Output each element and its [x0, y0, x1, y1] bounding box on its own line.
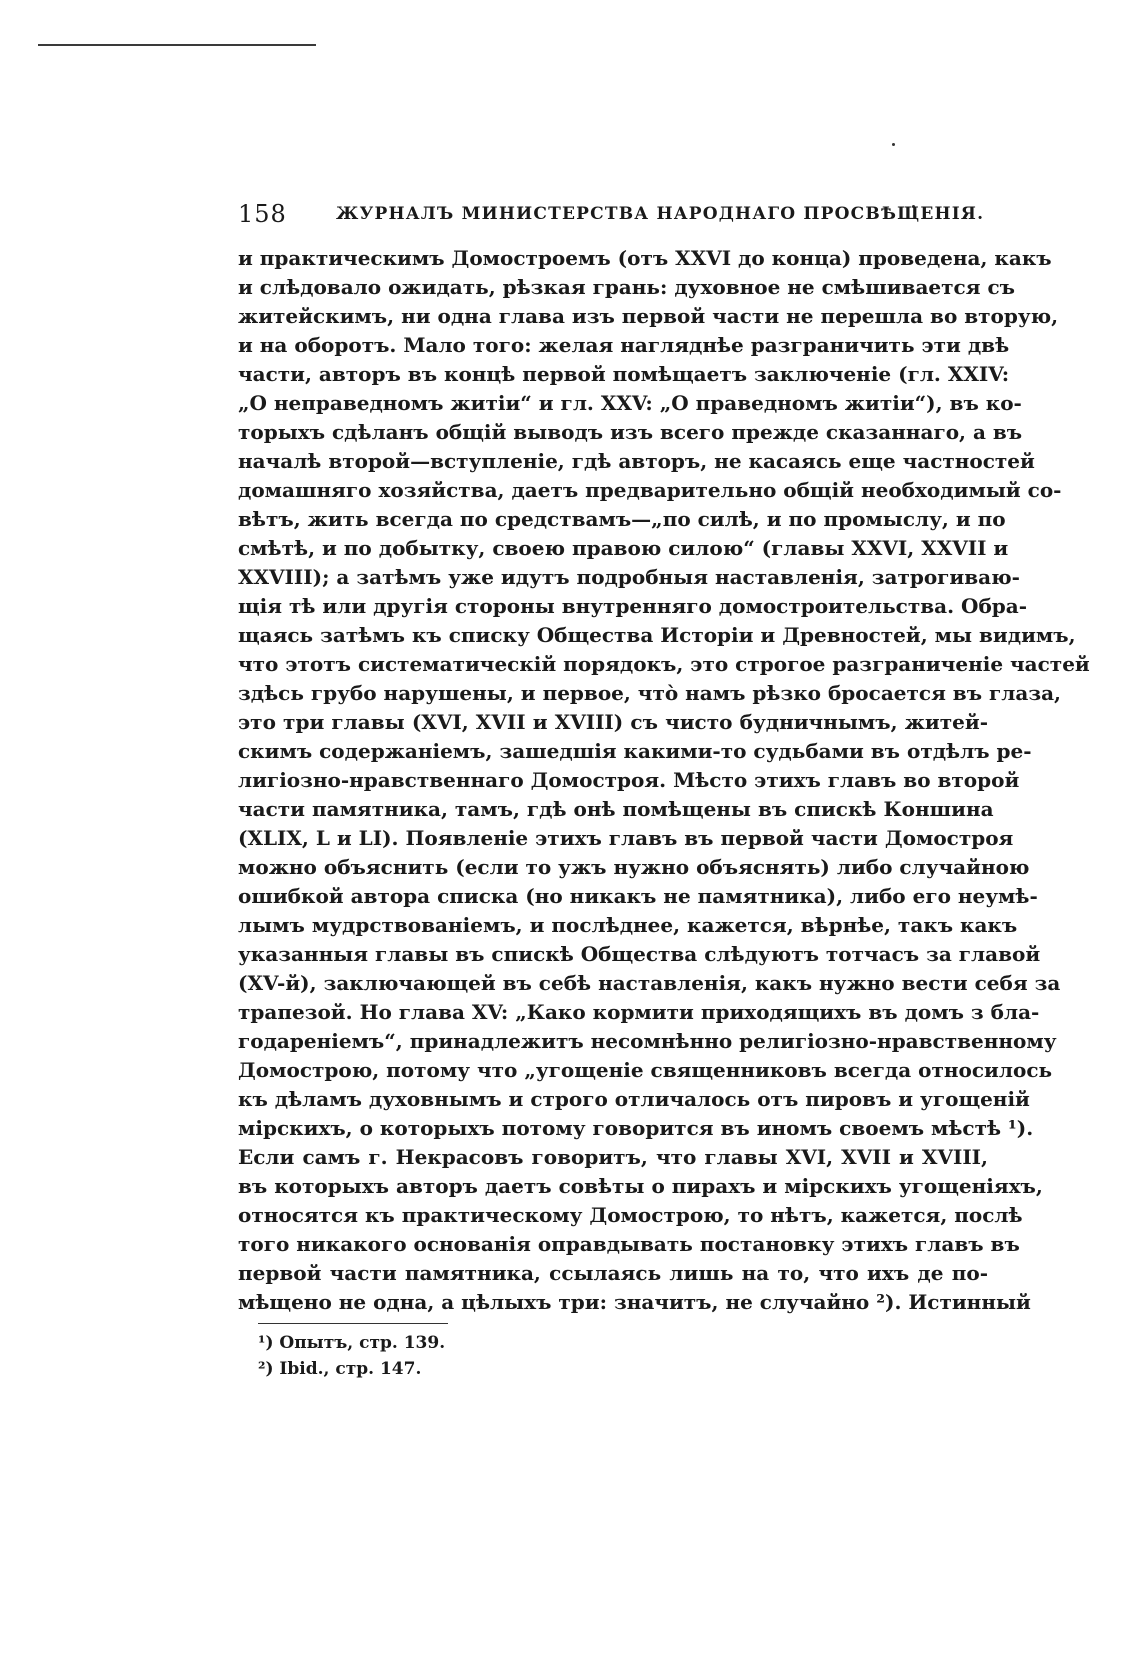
- text-line: въ которыхъ авторъ даетъ совѣты о пирахъ и мірскихъ угощеніяхъ,: [238, 1174, 1043, 1198]
- footnote-divider: [258, 1323, 448, 1324]
- text-line: скимъ содержаніемъ, зашедшія какими-то судьбами въ отдѣлъ ре-: [238, 739, 1032, 763]
- text-line: началѣ второй—вступленіе, гдѣ авторъ, не касаясь еще частностей: [238, 449, 1035, 473]
- scan-top-rule: [38, 44, 316, 46]
- text-line: и на оборотъ. Мало того: желая нагляднѣе разграничить эти двѣ: [238, 333, 1010, 357]
- text-line: вѣтъ, жить всегда по средствамъ—„по силѣ, и по промыслу, и по: [238, 507, 1006, 531]
- text-line: того никакого основанія оправдывать постановку этихъ главъ въ: [238, 1232, 1020, 1256]
- scan-speck: [892, 143, 895, 146]
- text-line: лымъ мудрствованіемъ, и послѣднее, кажется, вѣрнѣе, такъ какъ: [238, 913, 1018, 937]
- text-line: можно объяснить (если то ужъ нужно объяснять) либо случайною: [238, 855, 1030, 879]
- running-head: [238, 200, 988, 230]
- text-line: указанныя главы въ спискѣ Общества слѣдуютъ тотчасъ за главой: [238, 942, 1041, 966]
- text-line: здѣсь грубо нарушены, и первое, что̀ намъ рѣзко бросается въ глаза,: [238, 681, 1062, 705]
- text-line: первой части памятника, ссылаясь лишь на то, что ихъ де по-: [238, 1261, 988, 1285]
- text-line: (XLIX, L и LI). Появленіе этихъ главъ въ первой части Домостроя: [238, 826, 1014, 850]
- journal-title: ЖУРНАЛЪ МИНИСТЕРСТВА НАРОДНАГО ПРОСВѢЩЕНІЯ.: [336, 204, 985, 224]
- footnotes: [258, 1330, 988, 1382]
- text-line: житейскимъ, ни одна глава изъ первой части не перешла во вторую,: [238, 304, 1059, 328]
- text-line: годареніемъ“, принадлежитъ несомнѣнно религіозно-нравственному: [238, 1029, 1057, 1053]
- text-line: (XV-й), заключающей въ себѣ наставленія, какъ нужно вести себя за: [238, 971, 1061, 995]
- text-line: что этотъ систематическій порядокъ, это строгое разграниченіе частей: [238, 652, 1090, 676]
- text-line: части памятника, тамъ, гдѣ онѣ помѣщены въ спискѣ Коншина: [238, 797, 994, 821]
- text-line: части, авторъ въ концѣ первой помѣщаетъ заключеніе (гл. XXIV:: [238, 362, 1010, 386]
- text-line: и практическимъ Домостроемъ (отъ XXVI до конца) проведена, какъ: [238, 246, 1052, 270]
- text-line: щаясь затѣмъ къ списку Общества Исторіи и Древностей, мы видимъ,: [238, 623, 1076, 647]
- page-number: 158: [238, 200, 287, 228]
- text-line: Домострою, потому что „угощеніе священниковъ всегда относилось: [238, 1058, 1053, 1082]
- body-text: [238, 244, 1090, 1317]
- text-line: мѣщено не одна, а цѣлыхъ три: значитъ, не случайно ²). Истинный: [238, 1290, 1031, 1314]
- page: [238, 200, 1090, 1382]
- text-line: „О неправедномъ житіи“ и гл. XXV: „О праведномъ житіи“), въ ко-: [238, 391, 1022, 415]
- text-line: трапезой. Но глава XV: „Како кормити приходящихъ въ домъ з бла-: [238, 1000, 1040, 1024]
- text-line: мірскихъ, о которыхъ потому говорится въ иномъ своемъ мѣстѣ ¹).: [238, 1116, 1034, 1140]
- text-line: щія тѣ или другія стороны внутренняго домостроительства. Обра-: [238, 594, 1028, 618]
- text-line: относятся къ практическому Домострою, то нѣтъ, кажется, послѣ: [238, 1203, 1023, 1227]
- text-line: ошибкой автора списка (но никакъ не памятника), либо его неумѣ-: [238, 884, 1038, 908]
- text-line: это три главы (XVI, XVII и XVIII) съ чисто будничнымъ, житей-: [238, 710, 988, 734]
- footnote-2: ²) Ibid., стр. 147.: [258, 1359, 422, 1379]
- text-line: XXVIII); а затѣмъ уже идутъ подробныя наставленія, затрогиваю-: [238, 565, 1020, 589]
- text-line: домашняго хозяйства, даетъ предварительно общій необходимый со-: [238, 478, 1062, 502]
- footnote-1: ¹) Опытъ, стр. 139.: [258, 1333, 446, 1353]
- text-line: смѣтѣ, и по добытку, своею правою силою“ (главы XXVI, XXVII и: [238, 536, 1009, 560]
- text-line: торыхъ сдѣланъ общій выводъ изъ всего прежде сказаннаго, а въ: [238, 420, 1023, 444]
- text-line: лигіозно-нравственнаго Домостроя. Мѣсто этихъ главъ во второй: [238, 768, 1020, 792]
- text-line: Если самъ г. Некрасовъ говоритъ, что главы XVI, XVII и XVIII,: [238, 1145, 988, 1169]
- text-line: къ дѣламъ духовнымъ и строго отличалось отъ пировъ и угощеній: [238, 1087, 1030, 1111]
- text-line: и слѣдовало ожидать, рѣзкая грань: духовное не смѣшивается съ: [238, 275, 1015, 299]
